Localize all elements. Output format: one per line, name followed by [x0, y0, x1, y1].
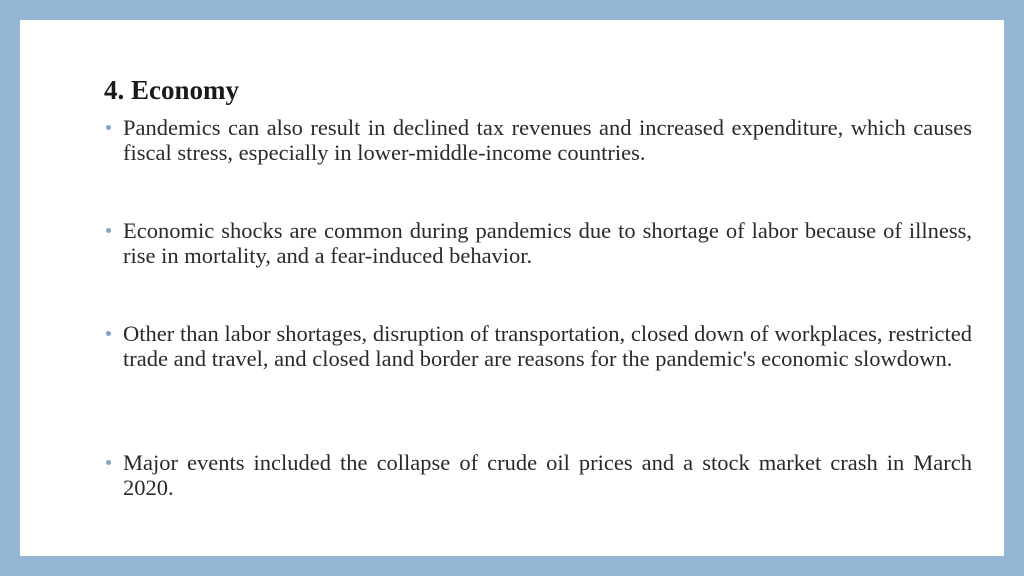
- bullet-item: [106, 321, 972, 371]
- bullet-item: [106, 115, 972, 165]
- bullet-dot-icon: [106, 125, 111, 130]
- bullet-item: [106, 218, 972, 268]
- bullet-dot-icon: [106, 331, 111, 336]
- bullet-text: Major events included the collapse of crude oil prices and a stock market crash in March 2020.: [123, 450, 972, 500]
- bullet-text: Economic shocks are common during pandemics due to shortage of labor because of illness, rise in mortality, and a fear-induced behavior.: [123, 218, 972, 268]
- bullet-dot-icon: [106, 228, 111, 233]
- bullet-item: [106, 450, 972, 500]
- bullet-dot-icon: [106, 460, 111, 465]
- slide: [20, 20, 1004, 556]
- bullet-text: Pandemics can also result in declined tax revenues and increased expenditure, which causes fiscal stress, especially in lower-middle-income countries.: [123, 115, 972, 165]
- bullet-text: Other than labor shortages, disruption of transportation, closed down of workplaces, restricted trade and travel, and closed land border are reasons for the pandemic's economic slowdown.: [123, 321, 972, 371]
- slide-title: 4. Economy: [104, 75, 239, 105]
